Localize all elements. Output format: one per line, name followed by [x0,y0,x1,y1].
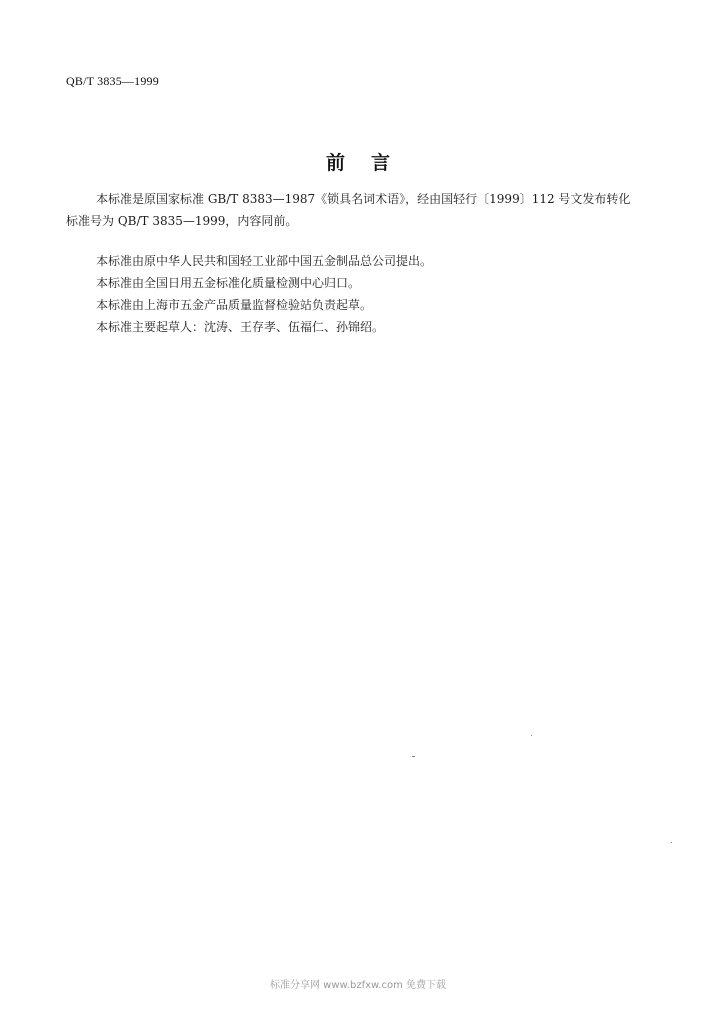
footer-watermark: 标准分享网 www.bzfxw.com 免费下载 [270,980,446,991]
paragraph-line: 本标准是原国家标准 GB/T 8383—1987《锁具名词术语》，经由国轻行〔1999〕112 号文发布转化 [96,192,631,206]
scan-speck [531,735,532,736]
paragraph-drafter-org: 本标准由上海市五金产品质量监督检验站负责起草。 [96,298,373,312]
standard-code: QB/T 3835—1999 [66,74,159,88]
paragraph-proposer: 本标准由原中华人民共和国轻工业部中国五金制品总公司提出。 [96,254,433,268]
paragraph-administrator: 本标准由全国日用五金标准化质量检测中心归口。 [96,276,361,290]
page-title: 前言 [325,152,416,174]
scan-speck [412,756,415,757]
paragraph-conversion [66,188,662,232]
paragraph-group [66,250,662,338]
paragraph-drafters: 本标准主要起草人：沈涛、王存孝、伍福仁、孙锦绍。 [96,320,385,334]
scan-speck [671,842,672,843]
paragraph-line: 标准号为 QB/T 3835—1999，内容同前。 [66,214,298,228]
